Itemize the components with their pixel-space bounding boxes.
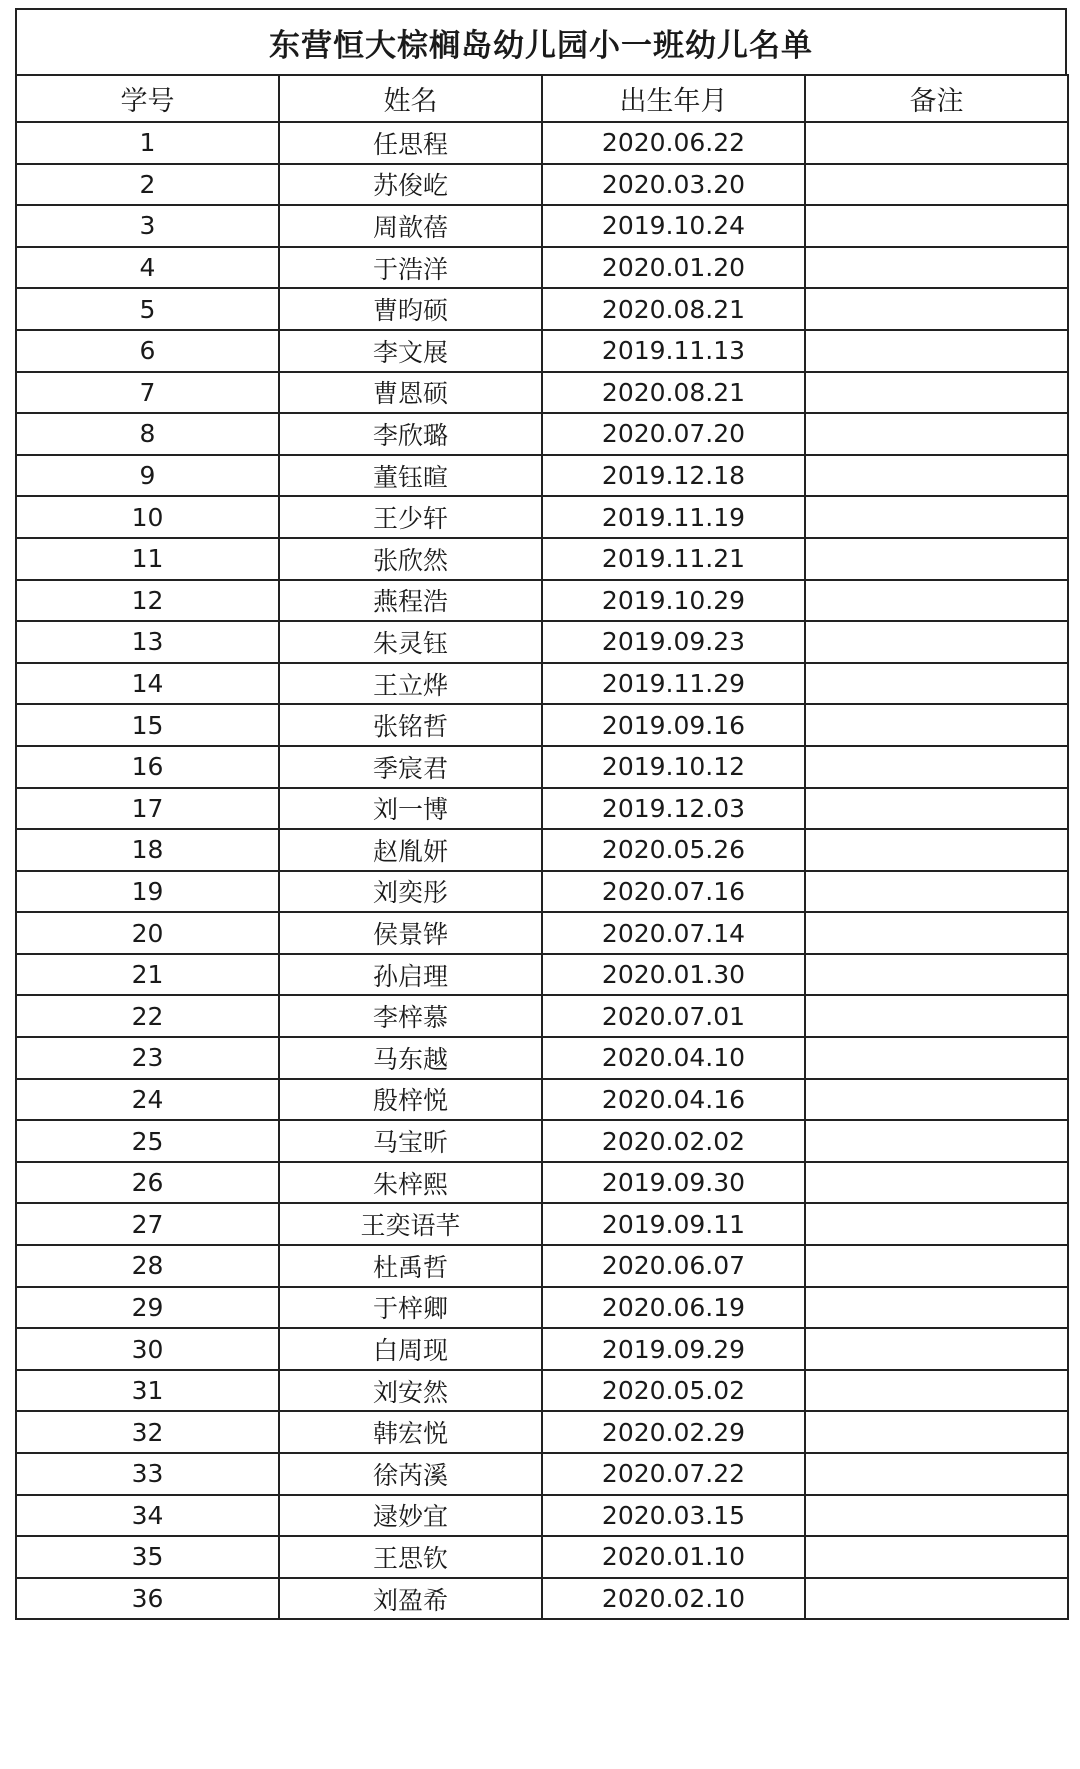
student-name: 李欣璐 [279, 413, 542, 455]
remark [805, 663, 1068, 705]
remark [805, 247, 1068, 289]
table-row [16, 1203, 1068, 1245]
student-name: 韩宏悦 [279, 1411, 542, 1453]
row-number: 34 [16, 1495, 279, 1537]
student-name: 曹昀硕 [279, 288, 542, 330]
student-name: 杜禹哲 [279, 1245, 542, 1287]
birth-date: 2020.06.07 [542, 1245, 805, 1287]
row-number: 35 [16, 1536, 279, 1578]
row-number: 21 [16, 954, 279, 996]
table-row [16, 372, 1068, 414]
row-number: 6 [16, 330, 279, 372]
birth-date: 2020.03.15 [542, 1495, 805, 1537]
table-row [16, 1079, 1068, 1121]
student-name: 张欣然 [279, 538, 542, 580]
remark [805, 1370, 1068, 1412]
birth-date: 2020.04.16 [542, 1079, 805, 1121]
student-name: 刘盈希 [279, 1578, 542, 1620]
row-number: 24 [16, 1079, 279, 1121]
remark [805, 496, 1068, 538]
student-name: 李梓慕 [279, 995, 542, 1037]
row-number: 29 [16, 1287, 279, 1329]
student-name: 王少轩 [279, 496, 542, 538]
table-row [16, 496, 1068, 538]
row-number: 31 [16, 1370, 279, 1412]
birth-date: 2019.09.30 [542, 1162, 805, 1204]
birth-date: 2019.09.16 [542, 704, 805, 746]
row-number: 12 [16, 580, 279, 622]
table-row [16, 663, 1068, 705]
remark [805, 372, 1068, 414]
remark [805, 580, 1068, 622]
birth-date: 2019.11.19 [542, 496, 805, 538]
table-row [16, 954, 1068, 996]
remark [805, 871, 1068, 913]
remark [805, 1079, 1068, 1121]
student-name: 朱梓熙 [279, 1162, 542, 1204]
student-name: 马东越 [279, 1037, 542, 1079]
row-number: 26 [16, 1162, 279, 1204]
remark [805, 205, 1068, 247]
birth-date: 2019.09.23 [542, 621, 805, 663]
birth-date: 2020.08.21 [542, 288, 805, 330]
student-name: 于梓卿 [279, 1287, 542, 1329]
table-row [16, 288, 1068, 330]
table-body [16, 122, 1068, 1619]
birth-date: 2020.06.22 [542, 122, 805, 164]
birth-date: 2019.12.18 [542, 455, 805, 497]
remark [805, 330, 1068, 372]
table-row [16, 1120, 1068, 1162]
remark [805, 1287, 1068, 1329]
table-row [16, 1453, 1068, 1495]
row-number: 5 [16, 288, 279, 330]
birth-date: 2019.12.03 [542, 788, 805, 830]
birth-date: 2020.07.14 [542, 912, 805, 954]
table-row [16, 1328, 1068, 1370]
student-name: 于浩洋 [279, 247, 542, 289]
remark [805, 829, 1068, 871]
row-number: 23 [16, 1037, 279, 1079]
table-row [16, 621, 1068, 663]
birth-date: 2019.09.29 [542, 1328, 805, 1370]
remark [805, 1162, 1068, 1204]
table-row [16, 455, 1068, 497]
student-name: 徐芮溪 [279, 1453, 542, 1495]
student-name: 曹恩硕 [279, 372, 542, 414]
birth-date: 2020.01.20 [542, 247, 805, 289]
table-row [16, 1411, 1068, 1453]
table-row [16, 1245, 1068, 1287]
remark [805, 1203, 1068, 1245]
remark [805, 746, 1068, 788]
table-row [16, 413, 1068, 455]
row-number: 22 [16, 995, 279, 1037]
row-number: 13 [16, 621, 279, 663]
row-number: 1 [16, 122, 279, 164]
column-header-id: 学号 [16, 75, 279, 122]
row-number: 20 [16, 912, 279, 954]
birth-date: 2020.02.02 [542, 1120, 805, 1162]
row-number: 18 [16, 829, 279, 871]
remark [805, 621, 1068, 663]
student-name: 董钰暄 [279, 455, 542, 497]
remark [805, 288, 1068, 330]
header-row [16, 75, 1068, 122]
roster-sheet [15, 8, 1067, 1620]
table-row [16, 1578, 1068, 1620]
remark [805, 1453, 1068, 1495]
student-name: 任思程 [279, 122, 542, 164]
table-row [16, 580, 1068, 622]
birth-date: 2020.07.01 [542, 995, 805, 1037]
remark [805, 995, 1068, 1037]
row-number: 28 [16, 1245, 279, 1287]
table-row [16, 871, 1068, 913]
table-row [16, 1495, 1068, 1537]
remark [805, 122, 1068, 164]
row-number: 36 [16, 1578, 279, 1620]
birth-date: 2020.07.16 [542, 871, 805, 913]
table-row [16, 912, 1068, 954]
document-title: 东营恒大棕榈岛幼儿园小一班幼儿名单 [15, 8, 1067, 74]
student-name: 侯景铧 [279, 912, 542, 954]
student-name: 周歆蓓 [279, 205, 542, 247]
student-name: 王奕语芊 [279, 1203, 542, 1245]
student-name: 孙启理 [279, 954, 542, 996]
column-header-birth: 出生年月 [542, 75, 805, 122]
birth-date: 2019.10.24 [542, 205, 805, 247]
table-row [16, 1037, 1068, 1079]
birth-date: 2020.04.10 [542, 1037, 805, 1079]
remark [805, 704, 1068, 746]
student-name: 张铭哲 [279, 704, 542, 746]
table-row [16, 704, 1068, 746]
remark [805, 455, 1068, 497]
row-number: 25 [16, 1120, 279, 1162]
row-number: 4 [16, 247, 279, 289]
row-number: 3 [16, 205, 279, 247]
student-name: 殷梓悦 [279, 1079, 542, 1121]
student-name: 刘奕彤 [279, 871, 542, 913]
remark [805, 1245, 1068, 1287]
student-name: 季宸君 [279, 746, 542, 788]
student-name: 苏俊屹 [279, 164, 542, 206]
remark [805, 164, 1068, 206]
table-row [16, 538, 1068, 580]
remark [805, 1328, 1068, 1370]
birth-date: 2019.11.21 [542, 538, 805, 580]
table-row [16, 788, 1068, 830]
row-number: 14 [16, 663, 279, 705]
row-number: 27 [16, 1203, 279, 1245]
table-row [16, 1370, 1068, 1412]
row-number: 8 [16, 413, 279, 455]
remark [805, 912, 1068, 954]
remark [805, 1411, 1068, 1453]
remark [805, 1037, 1068, 1079]
remark [805, 538, 1068, 580]
birth-date: 2020.06.19 [542, 1287, 805, 1329]
row-number: 15 [16, 704, 279, 746]
student-name: 王立烨 [279, 663, 542, 705]
row-number: 11 [16, 538, 279, 580]
row-number: 32 [16, 1411, 279, 1453]
birth-date: 2020.07.20 [542, 413, 805, 455]
remark [805, 788, 1068, 830]
student-name: 刘一博 [279, 788, 542, 830]
column-header-name: 姓名 [279, 75, 542, 122]
remark [805, 1120, 1068, 1162]
birth-date: 2020.05.02 [542, 1370, 805, 1412]
student-name: 马宝昕 [279, 1120, 542, 1162]
table-header [16, 75, 1068, 122]
student-name: 白周现 [279, 1328, 542, 1370]
table-row [16, 829, 1068, 871]
row-number: 10 [16, 496, 279, 538]
remark [805, 1536, 1068, 1578]
student-name: 王思钦 [279, 1536, 542, 1578]
row-number: 9 [16, 455, 279, 497]
birth-date: 2020.02.29 [542, 1411, 805, 1453]
student-name: 赵胤妍 [279, 829, 542, 871]
remark [805, 1578, 1068, 1620]
birth-date: 2019.10.29 [542, 580, 805, 622]
table-row [16, 247, 1068, 289]
student-name: 刘安然 [279, 1370, 542, 1412]
birth-date: 2019.11.13 [542, 330, 805, 372]
row-number: 16 [16, 746, 279, 788]
row-number: 19 [16, 871, 279, 913]
table-row [16, 164, 1068, 206]
row-number: 33 [16, 1453, 279, 1495]
student-name: 燕程浩 [279, 580, 542, 622]
table-row [16, 205, 1068, 247]
table-row [16, 1287, 1068, 1329]
student-name: 李文展 [279, 330, 542, 372]
remark [805, 1495, 1068, 1537]
student-name: 逯妙宜 [279, 1495, 542, 1537]
birth-date: 2020.03.20 [542, 164, 805, 206]
birth-date: 2020.08.21 [542, 372, 805, 414]
table-row [16, 746, 1068, 788]
remark [805, 413, 1068, 455]
birth-date: 2019.10.12 [542, 746, 805, 788]
table-row [16, 995, 1068, 1037]
birth-date: 2019.09.11 [542, 1203, 805, 1245]
roster-table [15, 74, 1069, 1620]
row-number: 7 [16, 372, 279, 414]
table-row [16, 1162, 1068, 1204]
student-name: 朱灵钰 [279, 621, 542, 663]
remark [805, 954, 1068, 996]
birth-date: 2020.07.22 [542, 1453, 805, 1495]
column-header-note: 备注 [805, 75, 1068, 122]
table-row [16, 330, 1068, 372]
birth-date: 2020.02.10 [542, 1578, 805, 1620]
birth-date: 2020.01.10 [542, 1536, 805, 1578]
birth-date: 2019.11.29 [542, 663, 805, 705]
row-number: 30 [16, 1328, 279, 1370]
row-number: 17 [16, 788, 279, 830]
table-row [16, 122, 1068, 164]
birth-date: 2020.01.30 [542, 954, 805, 996]
birth-date: 2020.05.26 [542, 829, 805, 871]
row-number: 2 [16, 164, 279, 206]
table-row [16, 1536, 1068, 1578]
